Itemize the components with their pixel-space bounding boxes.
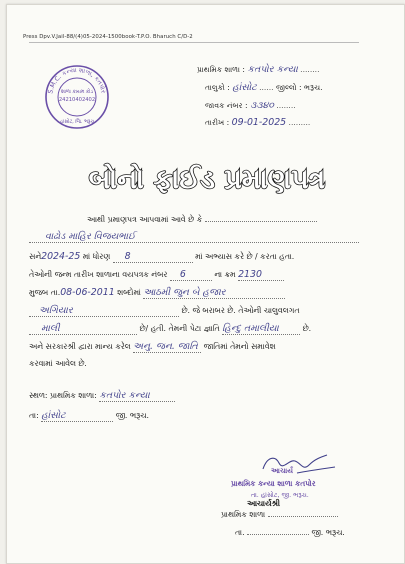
signature-scribble (237, 447, 377, 479)
principal-stamp-school: પ્રાથમિક કન્યા શાળા કતપોર (231, 479, 316, 488)
outward-label: જાવક નંબર : (205, 101, 248, 110)
std-value: 8 (124, 251, 131, 262)
school-stamp (43, 63, 111, 131)
in-words-label: શબ્દોમાં (117, 288, 141, 297)
certificate-title (67, 158, 347, 196)
body-line-9 (29, 359, 87, 369)
body-line-8 (29, 341, 276, 353)
stamp-outer-text: S.M.C. કન્યા શાળા, કતપોર (47, 66, 107, 95)
stamp-inner-line1: શાળા કાયમ કોડ (61, 90, 93, 95)
student-name: વાઢોડ માહિર વિજયભાઈ (45, 231, 136, 242)
title-text: બોનો ફાઈડ પ્રમાણપત્ર (88, 164, 326, 195)
footer-school-label: પ્રાથમિક શાળા (221, 510, 266, 519)
header-school-row (197, 64, 319, 75)
dotted-fill: ........ (276, 101, 296, 110)
ta-field (41, 410, 113, 422)
dob-value: 08-06-2011 (60, 287, 115, 298)
date-value: 09-01-2025 (231, 117, 287, 128)
dob-words: આઠમી જુન બે હજાર (143, 287, 226, 298)
ta-value: હાંસોટ (41, 410, 66, 421)
subcaste-value: હિન્દુ તમાલીયા (222, 323, 279, 334)
place-field (99, 390, 175, 402)
taluka-value: હાંસોટ (232, 82, 257, 93)
register-no: 6 (179, 269, 186, 280)
dob-words-field (143, 287, 285, 299)
year-value: 2024-25 (41, 251, 81, 262)
category-suffix: જાતિમાં તેમનો સમાવેશ (203, 342, 276, 351)
stamp-circle (43, 63, 111, 131)
top-rule (29, 42, 359, 43)
serial-label: ના ક્રમ (214, 270, 236, 279)
district-label: જીલ્લો : ભરૂચ. (275, 83, 323, 92)
ta-district: જી. ભરૂચ. (115, 411, 149, 420)
date-label: તારીખ : (205, 118, 230, 127)
register-field (170, 269, 212, 281)
body-line-3 (29, 251, 294, 263)
ta-line (29, 410, 149, 422)
place-label: સ્થળ: પ્રાથમિક શાળા: (29, 391, 97, 400)
footer-school-fill (268, 516, 338, 517)
certificate-page (6, 4, 405, 564)
header-date-row (205, 117, 310, 128)
place-line (29, 390, 175, 402)
std-label: માં ધોરણ (82, 252, 111, 261)
school-value: કતપોર કન્યા (247, 64, 298, 75)
stamp-inner-line2: 24210402402 (58, 97, 96, 103)
principal-stamp-address: તા. હાંસોટ, જી. ભરૂચ. (251, 491, 309, 499)
footer-ta-label: તા. (235, 528, 245, 537)
dob-prefix: મુજબ તા. (29, 288, 61, 297)
ta-label: તા: (29, 411, 39, 420)
serial-field (238, 269, 284, 281)
outward-value: ૩૩૪૦ (249, 100, 274, 111)
dotted-fill: ........ (300, 65, 320, 74)
body-line-4 (29, 269, 284, 281)
birth-text: તેઓની જન્મ તારીખ શાળાના વયપત્રક નંબર (29, 270, 168, 279)
footer-district-label: જી. ભરૂચ. (311, 528, 345, 537)
serial-no: 2130 (238, 269, 262, 280)
title-art (67, 158, 347, 196)
place-value: કતપોર કન્યા (99, 390, 150, 401)
religion-field (29, 323, 137, 335)
intro-text: આથી પ્રમાણપત્ર આપવામાં આવે છે કે (87, 215, 203, 224)
principal-label: આચાર્યશ્રી (247, 499, 281, 508)
gov-text: અને સરકારશ્રી દ્વારા માન્ય કરેલ (29, 342, 131, 351)
subcaste-label: છે/ હતી. તેમની પેટા જ્ઞાતિ (139, 324, 220, 333)
verify-text: છે. જે બરાબર છે. તેઓની ચાલુવલગત (181, 306, 300, 315)
dotted-fill: ...... (259, 83, 274, 92)
principal-stamp-title: આચાર્ય (271, 467, 293, 475)
body-line-2 (29, 231, 359, 243)
dotted-fill: ......... (288, 118, 311, 127)
body-line-7 (29, 323, 311, 335)
dob-words2-field (29, 305, 179, 317)
category-value: અનુ. જન. જાતિ (133, 341, 198, 352)
closing-text: કરવામાં આવેલ છે. (29, 359, 87, 368)
footer-ta-line (235, 528, 345, 538)
line7-end: છે. (302, 324, 312, 333)
header-taluka-row (205, 82, 323, 93)
category-field (133, 341, 201, 353)
taluka-label: તાલુકો : (205, 83, 230, 92)
printer-line: Press Dpv.V.Jail-88/(4)05-2024-1500book-T.P.O. Bharuch C/D-2 (23, 34, 193, 40)
intro-fill (205, 221, 317, 222)
religion-value: માલી (41, 323, 60, 334)
std-suffix: માં અભ્યાસ કરે છે / કરતા હતા. (195, 252, 295, 261)
footer-ta-fill (247, 534, 309, 535)
body-line-5 (29, 287, 285, 299)
dob-words2: અગિયાર (39, 305, 73, 316)
body-line-1 (87, 215, 317, 225)
subcaste-field (222, 323, 300, 335)
student-name-field (29, 231, 359, 243)
header-outward-row (205, 100, 296, 111)
stamp-inner-line3: હાંસોટ, જિ. ભરૂચ (59, 120, 95, 125)
body-line-6 (29, 305, 300, 317)
footer-school-line (221, 510, 338, 520)
year-prefix: સને (29, 252, 42, 261)
school-label: પ્રાથમિક શાળા : (197, 65, 245, 74)
std-field (113, 251, 193, 263)
